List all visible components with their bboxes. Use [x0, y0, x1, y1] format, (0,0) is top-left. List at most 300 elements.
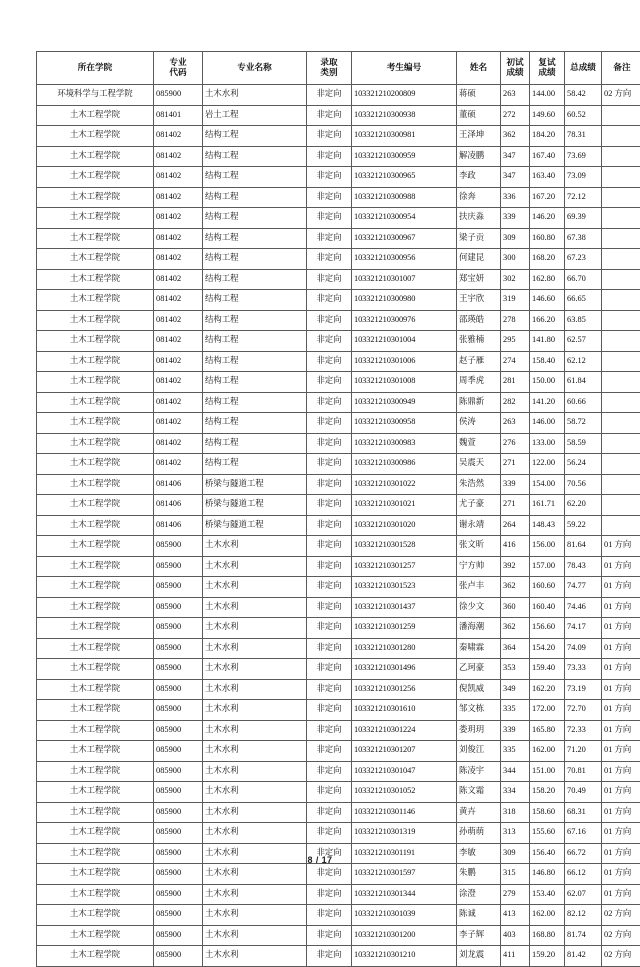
cell-remark: 01 方向 — [602, 577, 640, 598]
cell-second_score: 151.00 — [530, 761, 565, 782]
cell-second_score: 141.80 — [530, 331, 565, 352]
cell-code: 085900 — [154, 864, 203, 885]
cell-name: 朱鹏 — [457, 864, 501, 885]
cell-remark: 01 方向 — [602, 618, 640, 639]
cell-name: 何建昆 — [457, 249, 501, 270]
cell-type: 非定向 — [307, 577, 352, 598]
cell-college: 土木工程学院 — [37, 146, 154, 167]
cell-type: 非定向 — [307, 556, 352, 577]
cell-major: 土木水利 — [203, 536, 307, 557]
cell-code: 085900 — [154, 823, 203, 844]
column-header-line: 所在学院 — [38, 63, 152, 73]
column-header-line: 考生编号 — [353, 63, 455, 73]
cell-code: 085900 — [154, 782, 203, 803]
cell-college: 土木工程学院 — [37, 761, 154, 782]
cell-total_score: 67.38 — [565, 228, 602, 249]
table-row — [37, 249, 640, 270]
cell-code: 085900 — [154, 946, 203, 967]
table-row — [37, 105, 640, 126]
cell-code: 081402 — [154, 228, 203, 249]
cell-name: 倪凯威 — [457, 679, 501, 700]
cell-college: 土木工程学院 — [37, 351, 154, 372]
cell-code: 085900 — [154, 700, 203, 721]
table-row — [37, 597, 640, 618]
cell-major: 桥梁与隧道工程 — [203, 474, 307, 495]
cell-major: 土木水利 — [203, 823, 307, 844]
cell-examno: 103321210301437 — [352, 597, 457, 618]
cell-first_score: 360 — [501, 597, 530, 618]
cell-college: 环境科学与工程学院 — [37, 85, 154, 106]
cell-second_score: 150.00 — [530, 372, 565, 393]
table-header — [37, 52, 640, 85]
cell-first_score: 300 — [501, 249, 530, 270]
cell-college: 土木工程学院 — [37, 372, 154, 393]
cell-total_score: 60.66 — [565, 392, 602, 413]
cell-examno: 103321210300949 — [352, 392, 457, 413]
cell-total_score: 58.42 — [565, 85, 602, 106]
cell-code: 085900 — [154, 802, 203, 823]
cell-major: 土木水利 — [203, 741, 307, 762]
cell-first_score: 274 — [501, 351, 530, 372]
column-header-remark — [602, 52, 640, 85]
cell-type: 非定向 — [307, 310, 352, 331]
cell-type: 非定向 — [307, 208, 352, 229]
cell-college: 土木工程学院 — [37, 884, 154, 905]
cell-total_score: 73.69 — [565, 146, 602, 167]
cell-second_score: 156.00 — [530, 536, 565, 557]
cell-examno: 103321210300986 — [352, 454, 457, 475]
cell-college: 土木工程学院 — [37, 720, 154, 741]
cell-examno: 103321210301200 — [352, 925, 457, 946]
table-row — [37, 187, 640, 208]
cell-major: 土木水利 — [203, 884, 307, 905]
cell-examno: 103321210301224 — [352, 720, 457, 741]
cell-examno: 103321210200809 — [352, 85, 457, 106]
cell-second_score: 172.00 — [530, 700, 565, 721]
cell-type: 非定向 — [307, 823, 352, 844]
cell-total_score: 56.24 — [565, 454, 602, 475]
cell-remark: 01 方向 — [602, 597, 640, 618]
cell-examno: 103321210301039 — [352, 905, 457, 926]
cell-first_score: 416 — [501, 536, 530, 557]
cell-total_score: 73.09 — [565, 167, 602, 188]
cell-remark — [602, 290, 640, 311]
cell-major: 结构工程 — [203, 126, 307, 147]
cell-type: 非定向 — [307, 700, 352, 721]
cell-type: 非定向 — [307, 146, 352, 167]
cell-second_score: 167.20 — [530, 187, 565, 208]
cell-remark — [602, 454, 640, 475]
cell-second_score: 168.80 — [530, 925, 565, 946]
cell-first_score: 263 — [501, 85, 530, 106]
cell-name: 解凌鹏 — [457, 146, 501, 167]
cell-name: 王宇欣 — [457, 290, 501, 311]
cell-second_score: 156.40 — [530, 843, 565, 864]
cell-remark — [602, 392, 640, 413]
cell-code: 081402 — [154, 351, 203, 372]
cell-major: 结构工程 — [203, 167, 307, 188]
cell-name: 李敏 — [457, 843, 501, 864]
cell-name: 周季虎 — [457, 372, 501, 393]
cell-first_score: 282 — [501, 392, 530, 413]
cell-remark — [602, 249, 640, 270]
cell-remark — [602, 105, 640, 126]
cell-total_score: 81.42 — [565, 946, 602, 967]
table-row — [37, 823, 640, 844]
column-header-line: 备注 — [603, 63, 640, 73]
table-row — [37, 884, 640, 905]
cell-code: 085900 — [154, 659, 203, 680]
cell-total_score: 70.49 — [565, 782, 602, 803]
cell-major: 结构工程 — [203, 351, 307, 372]
cell-remark: 01 方向 — [602, 659, 640, 680]
cell-total_score: 74.46 — [565, 597, 602, 618]
cell-major: 土木水利 — [203, 679, 307, 700]
cell-name: 张文昕 — [457, 536, 501, 557]
cell-college: 土木工程学院 — [37, 105, 154, 126]
cell-remark — [602, 515, 640, 536]
cell-examno: 103321210301006 — [352, 351, 457, 372]
cell-college: 土木工程学院 — [37, 249, 154, 270]
cell-total_score: 62.07 — [565, 884, 602, 905]
cell-code: 081406 — [154, 495, 203, 516]
cell-first_score: 334 — [501, 782, 530, 803]
table-row — [37, 126, 640, 147]
cell-examno: 103321210301319 — [352, 823, 457, 844]
admission-results-table-container — [36, 51, 606, 967]
cell-total_score: 66.72 — [565, 843, 602, 864]
column-header-line: 初试 — [502, 58, 528, 68]
cell-remark: 02 方向 — [602, 85, 640, 106]
cell-examno: 103321210301257 — [352, 556, 457, 577]
cell-name: 张卢丰 — [457, 577, 501, 598]
cell-major: 结构工程 — [203, 372, 307, 393]
cell-total_score: 78.31 — [565, 126, 602, 147]
table-row — [37, 269, 640, 290]
cell-first_score: 362 — [501, 577, 530, 598]
cell-first_score: 353 — [501, 659, 530, 680]
cell-major: 结构工程 — [203, 249, 307, 270]
cell-name: 谢永靖 — [457, 515, 501, 536]
table-row — [37, 618, 640, 639]
cell-remark — [602, 474, 640, 495]
cell-total_score: 66.65 — [565, 290, 602, 311]
cell-college: 土木工程学院 — [37, 782, 154, 803]
cell-total_score: 81.64 — [565, 536, 602, 557]
cell-code: 081406 — [154, 515, 203, 536]
column-header-line: 专业名称 — [204, 63, 305, 73]
page-number-footer: 8 / 17 — [0, 855, 640, 865]
cell-code: 081402 — [154, 208, 203, 229]
cell-second_score: 141.20 — [530, 392, 565, 413]
cell-remark: 01 方向 — [602, 536, 640, 557]
cell-second_score: 160.40 — [530, 597, 565, 618]
cell-name: 赵子雁 — [457, 351, 501, 372]
cell-name: 徐少文 — [457, 597, 501, 618]
cell-code: 085900 — [154, 905, 203, 926]
cell-total_score: 74.09 — [565, 638, 602, 659]
table-row — [37, 372, 640, 393]
cell-remark — [602, 495, 640, 516]
cell-examno: 103321210301207 — [352, 741, 457, 762]
cell-examno: 103321210301597 — [352, 864, 457, 885]
cell-second_score: 184.20 — [530, 126, 565, 147]
cell-college: 土木工程学院 — [37, 802, 154, 823]
column-header-code — [154, 52, 203, 85]
cell-major: 结构工程 — [203, 187, 307, 208]
cell-major: 土木水利 — [203, 556, 307, 577]
column-header-type — [307, 52, 352, 85]
cell-name: 王泽坤 — [457, 126, 501, 147]
cell-examno: 103321210300958 — [352, 413, 457, 434]
cell-type: 非定向 — [307, 884, 352, 905]
cell-examno: 103321210301021 — [352, 495, 457, 516]
cell-code: 081401 — [154, 105, 203, 126]
cell-second_score: 146.20 — [530, 208, 565, 229]
table-row — [37, 577, 640, 598]
cell-name: 吴震天 — [457, 454, 501, 475]
cell-code: 085900 — [154, 884, 203, 905]
cell-remark — [602, 146, 640, 167]
cell-name: 尤子豪 — [457, 495, 501, 516]
cell-college: 土木工程学院 — [37, 536, 154, 557]
column-header-college — [37, 52, 154, 85]
cell-code: 081402 — [154, 269, 203, 290]
cell-code: 085900 — [154, 925, 203, 946]
cell-first_score: 335 — [501, 741, 530, 762]
cell-first_score: 349 — [501, 679, 530, 700]
cell-first_score: 264 — [501, 515, 530, 536]
cell-college: 土木工程学院 — [37, 700, 154, 721]
table-row — [37, 208, 640, 229]
cell-major: 土木水利 — [203, 85, 307, 106]
cell-total_score: 61.84 — [565, 372, 602, 393]
cell-remark: 01 方向 — [602, 782, 640, 803]
cell-major: 结构工程 — [203, 392, 307, 413]
cell-remark — [602, 310, 640, 331]
cell-name: 孙萌萌 — [457, 823, 501, 844]
cell-first_score: 347 — [501, 146, 530, 167]
cell-name: 徐奔 — [457, 187, 501, 208]
cell-major: 桥梁与隧道工程 — [203, 515, 307, 536]
cell-college: 土木工程学院 — [37, 679, 154, 700]
column-header-line: 成绩 — [502, 68, 528, 78]
cell-remark: 02 方向 — [602, 946, 640, 967]
cell-first_score: 362 — [501, 618, 530, 639]
cell-type: 非定向 — [307, 638, 352, 659]
cell-second_score: 162.20 — [530, 679, 565, 700]
cell-remark — [602, 372, 640, 393]
cell-second_score: 160.80 — [530, 228, 565, 249]
cell-major: 土木水利 — [203, 864, 307, 885]
cell-second_score: 133.00 — [530, 433, 565, 454]
cell-code: 085900 — [154, 556, 203, 577]
table-row — [37, 659, 640, 680]
cell-college: 土木工程学院 — [37, 659, 154, 680]
cell-name: 黄卉 — [457, 802, 501, 823]
cell-major: 土木水利 — [203, 638, 307, 659]
column-header-line: 总成绩 — [566, 63, 600, 73]
table-row — [37, 536, 640, 557]
table-row — [37, 310, 640, 331]
table-row — [37, 720, 640, 741]
table-row — [37, 905, 640, 926]
table-row — [37, 474, 640, 495]
cell-name: 郑宝妍 — [457, 269, 501, 290]
cell-examno: 103321210301344 — [352, 884, 457, 905]
table-row — [37, 946, 640, 967]
table-row — [37, 515, 640, 536]
cell-second_score: 159.20 — [530, 946, 565, 967]
cell-first_score: 339 — [501, 474, 530, 495]
cell-code: 085900 — [154, 638, 203, 659]
cell-name: 梁子贡 — [457, 228, 501, 249]
cell-major: 结构工程 — [203, 454, 307, 475]
cell-total_score: 66.12 — [565, 864, 602, 885]
cell-code: 085900 — [154, 761, 203, 782]
table-row — [37, 331, 640, 352]
cell-total_score: 78.43 — [565, 556, 602, 577]
column-header-line: 类别 — [308, 68, 350, 78]
cell-code: 085900 — [154, 843, 203, 864]
cell-first_score: 272 — [501, 105, 530, 126]
cell-second_score: 153.40 — [530, 884, 565, 905]
cell-name: 李政 — [457, 167, 501, 188]
cell-remark — [602, 208, 640, 229]
cell-college: 土木工程学院 — [37, 925, 154, 946]
column-header-first_score — [501, 52, 530, 85]
cell-total_score: 73.19 — [565, 679, 602, 700]
cell-remark — [602, 187, 640, 208]
cell-major: 结构工程 — [203, 228, 307, 249]
cell-first_score: 295 — [501, 331, 530, 352]
table-row — [37, 782, 640, 803]
cell-major: 结构工程 — [203, 413, 307, 434]
cell-major: 岩土工程 — [203, 105, 307, 126]
cell-remark: 01 方向 — [602, 823, 640, 844]
cell-code: 081402 — [154, 167, 203, 188]
cell-examno: 103321210300956 — [352, 249, 457, 270]
cell-first_score: 313 — [501, 823, 530, 844]
column-header-line: 代码 — [155, 68, 201, 78]
table-row — [37, 925, 640, 946]
cell-type: 非定向 — [307, 905, 352, 926]
cell-name: 扶庆淼 — [457, 208, 501, 229]
cell-name: 蒋硕 — [457, 85, 501, 106]
cell-second_score: 162.80 — [530, 269, 565, 290]
cell-type: 非定向 — [307, 536, 352, 557]
cell-total_score: 72.33 — [565, 720, 602, 741]
cell-examno: 103321210300965 — [352, 167, 457, 188]
cell-type: 非定向 — [307, 187, 352, 208]
cell-second_score: 165.80 — [530, 720, 565, 741]
cell-total_score: 72.70 — [565, 700, 602, 721]
cell-name: 邹文栋 — [457, 700, 501, 721]
cell-major: 土木水利 — [203, 925, 307, 946]
cell-major: 结构工程 — [203, 433, 307, 454]
cell-code: 085900 — [154, 536, 203, 557]
cell-remark — [602, 126, 640, 147]
table-row — [37, 85, 640, 106]
cell-name: 邵瑛皓 — [457, 310, 501, 331]
cell-code: 085900 — [154, 577, 203, 598]
cell-second_score: 163.40 — [530, 167, 565, 188]
cell-first_score: 279 — [501, 884, 530, 905]
cell-college: 土木工程学院 — [37, 597, 154, 618]
cell-type: 非定向 — [307, 290, 352, 311]
cell-second_score: 158.20 — [530, 782, 565, 803]
cell-name: 潘海潮 — [457, 618, 501, 639]
cell-second_score: 162.00 — [530, 905, 565, 926]
cell-type: 非定向 — [307, 495, 352, 516]
cell-first_score: 403 — [501, 925, 530, 946]
cell-type: 非定向 — [307, 761, 352, 782]
cell-name: 涂澄 — [457, 884, 501, 905]
cell-college: 土木工程学院 — [37, 474, 154, 495]
cell-second_score: 149.60 — [530, 105, 565, 126]
cell-first_score: 362 — [501, 126, 530, 147]
table-body — [37, 85, 640, 967]
cell-examno: 103321210301256 — [352, 679, 457, 700]
cell-type: 非定向 — [307, 864, 352, 885]
cell-second_score: 158.40 — [530, 351, 565, 372]
cell-college: 土木工程学院 — [37, 864, 154, 885]
cell-examno: 103321210300976 — [352, 310, 457, 331]
cell-major: 土木水利 — [203, 946, 307, 967]
cell-remark: 01 方向 — [602, 884, 640, 905]
cell-total_score: 81.74 — [565, 925, 602, 946]
cell-first_score: 336 — [501, 187, 530, 208]
table-row — [37, 741, 640, 762]
cell-first_score: 335 — [501, 700, 530, 721]
cell-examno: 103321210301528 — [352, 536, 457, 557]
cell-type: 非定向 — [307, 659, 352, 680]
cell-first_score: 319 — [501, 290, 530, 311]
cell-name: 董硕 — [457, 105, 501, 126]
cell-major: 土木水利 — [203, 802, 307, 823]
cell-college: 土木工程学院 — [37, 556, 154, 577]
cell-code: 081402 — [154, 372, 203, 393]
table-row — [37, 679, 640, 700]
cell-remark: 02 方向 — [602, 905, 640, 926]
table-row — [37, 638, 640, 659]
cell-examno: 103321210301496 — [352, 659, 457, 680]
cell-second_score: 146.60 — [530, 290, 565, 311]
cell-major: 土木水利 — [203, 618, 307, 639]
cell-major: 结构工程 — [203, 290, 307, 311]
cell-type: 非定向 — [307, 433, 352, 454]
cell-remark — [602, 413, 640, 434]
table-row — [37, 761, 640, 782]
cell-college: 土木工程学院 — [37, 741, 154, 762]
cell-first_score: 347 — [501, 167, 530, 188]
table-row — [37, 433, 640, 454]
cell-total_score: 63.85 — [565, 310, 602, 331]
cell-examno: 103321210301191 — [352, 843, 457, 864]
cell-type: 非定向 — [307, 331, 352, 352]
cell-second_score: 122.00 — [530, 454, 565, 475]
cell-remark — [602, 433, 640, 454]
cell-remark: 01 方向 — [602, 700, 640, 721]
cell-college: 土木工程学院 — [37, 433, 154, 454]
cell-type: 非定向 — [307, 85, 352, 106]
cell-major: 结构工程 — [203, 310, 307, 331]
cell-name: 侯涛 — [457, 413, 501, 434]
cell-examno: 103321210301210 — [352, 946, 457, 967]
cell-college: 土木工程学院 — [37, 946, 154, 967]
cell-college: 土木工程学院 — [37, 126, 154, 147]
admission-results-table — [36, 51, 640, 967]
